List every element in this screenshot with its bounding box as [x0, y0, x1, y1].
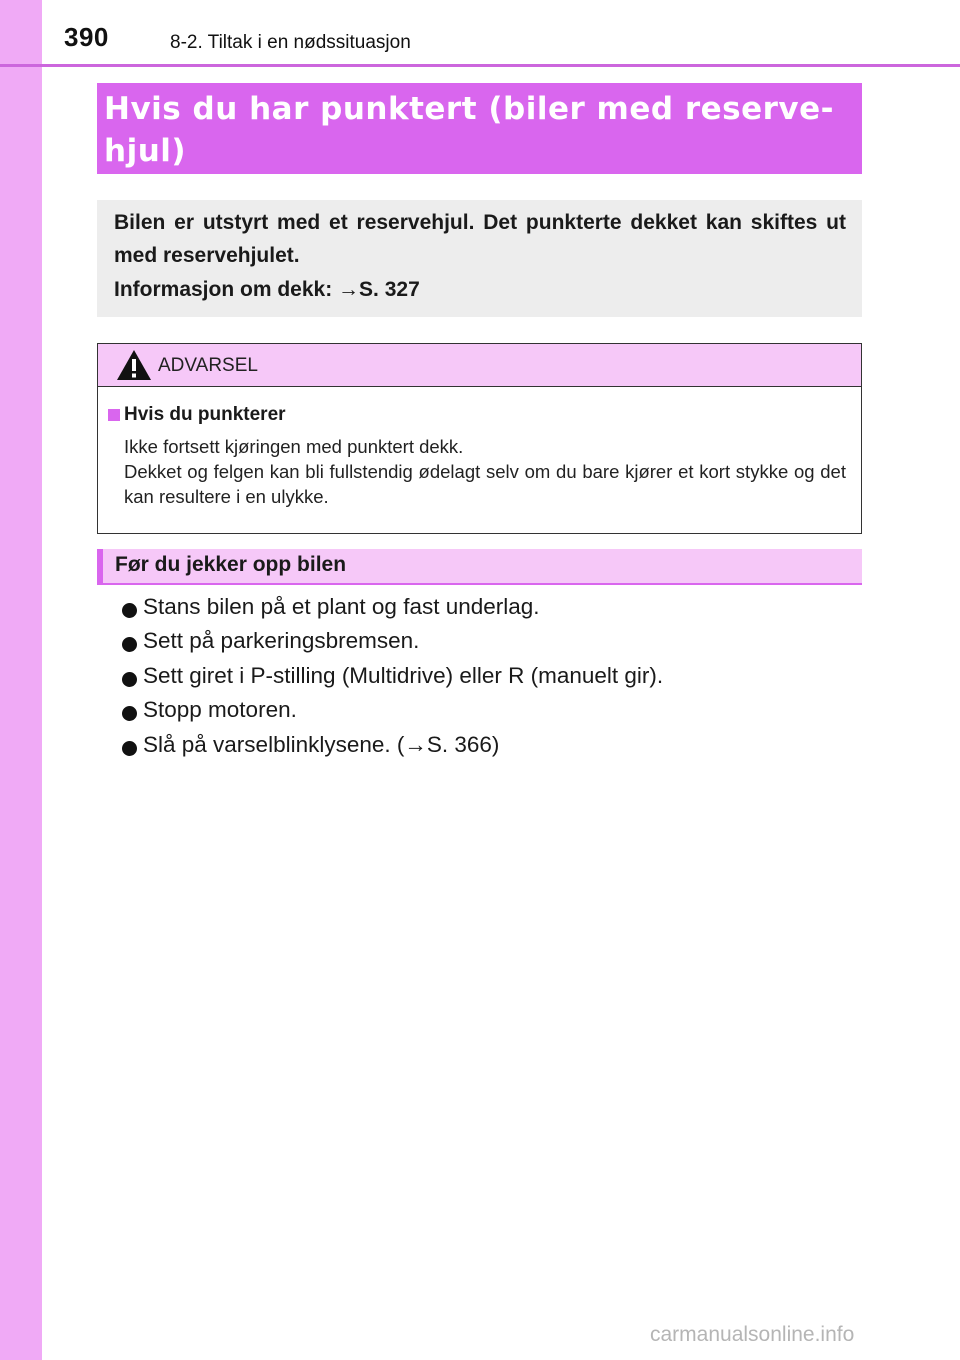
step-text[interactable]: Slå på varselblinklysene. (→S. 366)	[143, 732, 500, 757]
bullet-icon	[122, 741, 137, 756]
page-title: Hvis du har punktert (biler med reserve-hjul)	[104, 91, 835, 169]
page-header	[0, 0, 960, 64]
list-item	[122, 628, 822, 662]
intro-text: Bilen er utstyrt med et reservehjul. Det punkterte dekket kan skiftes ut med reservehjulet.	[114, 211, 846, 267]
heading-accent	[97, 549, 103, 585]
subsection-heading-bar	[97, 549, 862, 585]
warning-subtitle: Hvis du punkterer	[124, 404, 286, 425]
list-item	[122, 594, 822, 628]
warning-box	[97, 343, 862, 534]
chapter-side-tab	[0, 0, 42, 1360]
bullet-icon	[122, 706, 137, 721]
warning-line-2: Dekket og felgen kan bli fullstendig ødelagt selv om du bare kjører et kort stykke og det kan resultere i en ulykke.	[124, 461, 846, 507]
list-item	[122, 697, 822, 731]
section-label: 8-2. Tiltak i en nødssituasjon	[170, 32, 411, 53]
list-item	[122, 732, 822, 766]
step-text: Stopp motoren.	[143, 697, 297, 722]
bullet-icon	[122, 603, 137, 618]
page-number: 390	[64, 22, 109, 52]
bullet-icon	[122, 672, 137, 687]
step-text: Sett giret i P-stilling (Multidrive) eller R (manuelt gir).	[143, 663, 664, 688]
list-item	[122, 663, 822, 697]
warning-header	[98, 344, 861, 387]
step-text: Sett på parkeringsbremsen.	[143, 628, 420, 653]
square-bullet-icon	[108, 409, 120, 421]
watermark-text: carmanualsonline.info	[650, 1323, 855, 1346]
subsection-heading: Før du jekker opp bilen	[115, 553, 347, 576]
header-rule	[0, 64, 960, 67]
warning-triangle-icon	[116, 349, 152, 381]
step-text: Stans bilen på et plant og fast underlag.	[143, 594, 540, 619]
warning-label: ADVARSEL	[158, 355, 258, 376]
warning-line-1: Ikke fortsett kjøringen med punktert dekk.	[124, 436, 464, 457]
warning-body	[124, 434, 846, 509]
bullet-icon	[122, 637, 137, 652]
intro-reference-link[interactable]: Informasjon om dekk: →S. 327	[114, 278, 420, 301]
